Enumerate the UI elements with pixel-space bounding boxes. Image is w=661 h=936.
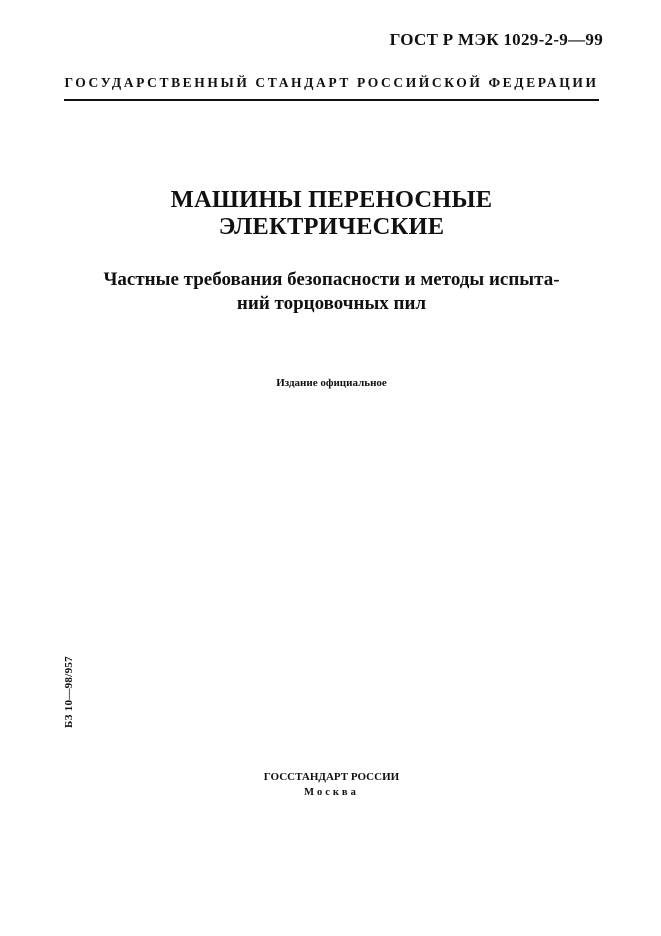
header-divider bbox=[64, 99, 599, 101]
state-standard-heading: ГОСУДАРСТВЕННЫЙ СТАНДАРТ РОССИЙСКОЙ ФЕДЕРАЦИИ bbox=[64, 75, 599, 90]
document-number: ГОСТ Р МЭК 1029-2-9—99 bbox=[389, 30, 603, 49]
title-line-2: ЭЛЕКТРИЧЕСКИЕ bbox=[218, 213, 445, 240]
document-subtitle bbox=[64, 268, 599, 316]
publisher-name: ГОССТАНДАРТ РОССИИ bbox=[263, 771, 400, 783]
title-line-1: МАШИНЫ ПЕРЕНОСНЫЕ bbox=[170, 186, 493, 213]
side-code: БЗ 10—98/957 bbox=[63, 656, 75, 728]
edition-label: Издание официальное bbox=[276, 377, 387, 389]
subtitle-line-2: ний торцовочных пил bbox=[236, 293, 427, 314]
document-title bbox=[64, 186, 599, 240]
subtitle-line-1: Частные требования безопасности и методы испыта- bbox=[103, 269, 560, 290]
publisher-city: Москва bbox=[304, 787, 359, 798]
